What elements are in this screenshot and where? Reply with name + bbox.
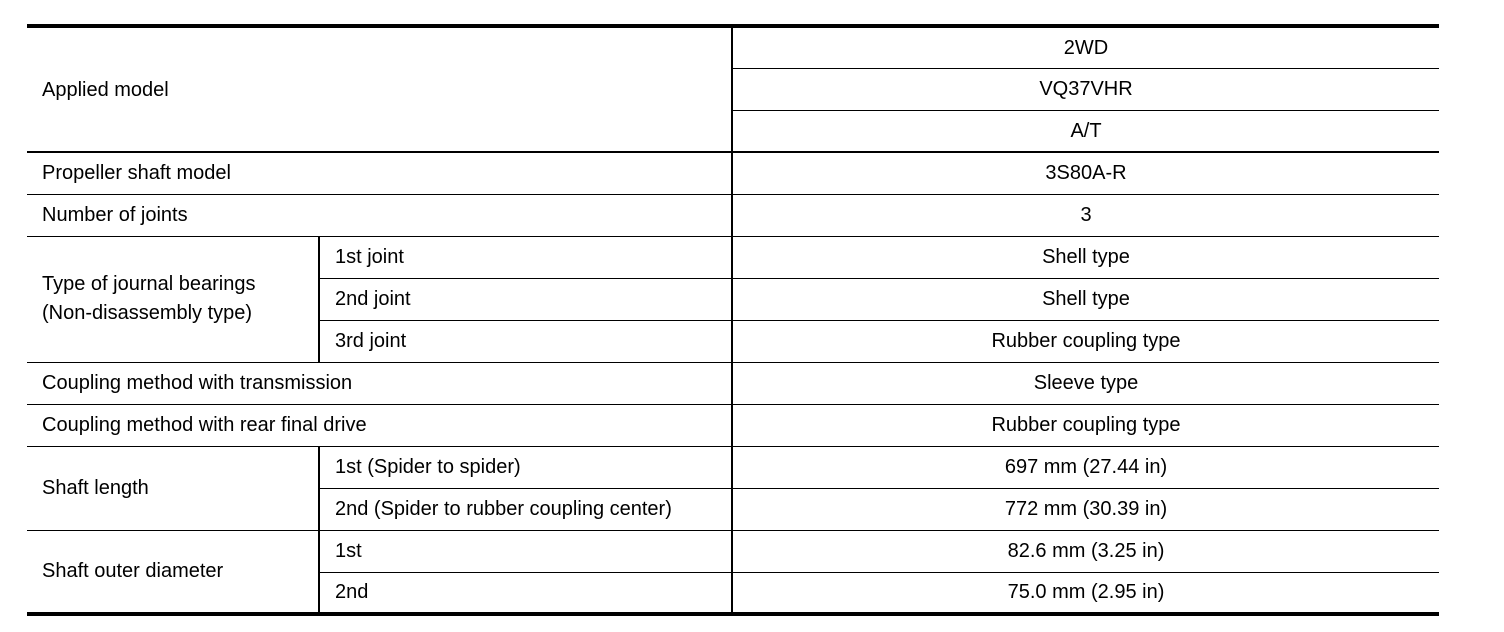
shaft-length-1st: 1st (Spider to spider) <box>319 446 732 488</box>
applied-model-transmission: A/T <box>732 110 1439 152</box>
shaft-outer-diameter-2nd-value: 75.0 mm (2.95 in) <box>732 572 1439 614</box>
coupling-rear-final-drive-label: Coupling method with rear final drive <box>27 404 732 446</box>
coupling-transmission-label: Coupling method with transmission <box>27 362 732 404</box>
shaft-outer-diameter-label: Shaft outer diameter <box>27 530 319 614</box>
propeller-shaft-spec-table <box>27 24 1439 616</box>
shaft-length-label: Shaft length <box>27 446 319 530</box>
shaft-length-1st-value: 697 mm (27.44 in) <box>732 446 1439 488</box>
shaft-outer-diameter-1st: 1st <box>319 530 732 572</box>
coupling-rear-final-drive-value: Rubber coupling type <box>732 404 1439 446</box>
table-row <box>27 236 1439 278</box>
shaft-length-2nd-value: 772 mm (30.39 in) <box>732 488 1439 530</box>
propeller-shaft-model-value: 3S80A-R <box>732 152 1439 194</box>
journal-bearing-1st-joint: 1st joint <box>319 236 732 278</box>
journal-bearings-label <box>27 236 319 362</box>
applied-model-label: Applied model <box>27 26 732 152</box>
table-row <box>27 194 1439 236</box>
shaft-outer-diameter-2nd: 2nd <box>319 572 732 614</box>
number-of-joints-label: Number of joints <box>27 194 732 236</box>
table-row <box>27 152 1439 194</box>
applied-model-drive: 2WD <box>732 26 1439 68</box>
table-row <box>27 404 1439 446</box>
journal-bearing-3rd-joint: 3rd joint <box>319 320 732 362</box>
table-row <box>27 26 1439 68</box>
applied-model-engine: VQ37VHR <box>732 68 1439 110</box>
number-of-joints-value: 3 <box>732 194 1439 236</box>
journal-bearing-2nd-joint-value: Shell type <box>732 278 1439 320</box>
journal-bearings-label-line1: Type of journal bearings <box>42 273 256 295</box>
shaft-length-2nd: 2nd (Spider to rubber coupling center) <box>319 488 732 530</box>
journal-bearing-1st-joint-value: Shell type <box>732 236 1439 278</box>
table-row <box>27 362 1439 404</box>
journal-bearing-3rd-joint-value: Rubber coupling type <box>732 320 1439 362</box>
journal-bearings-label-line2: (Non-disassembly type) <box>42 302 253 324</box>
propeller-shaft-model-label: Propeller shaft model <box>27 152 732 194</box>
table-row <box>27 530 1439 572</box>
coupling-transmission-value: Sleeve type <box>732 362 1439 404</box>
shaft-outer-diameter-1st-value: 82.6 mm (3.25 in) <box>732 530 1439 572</box>
journal-bearing-2nd-joint: 2nd joint <box>319 278 732 320</box>
table-row <box>27 446 1439 488</box>
